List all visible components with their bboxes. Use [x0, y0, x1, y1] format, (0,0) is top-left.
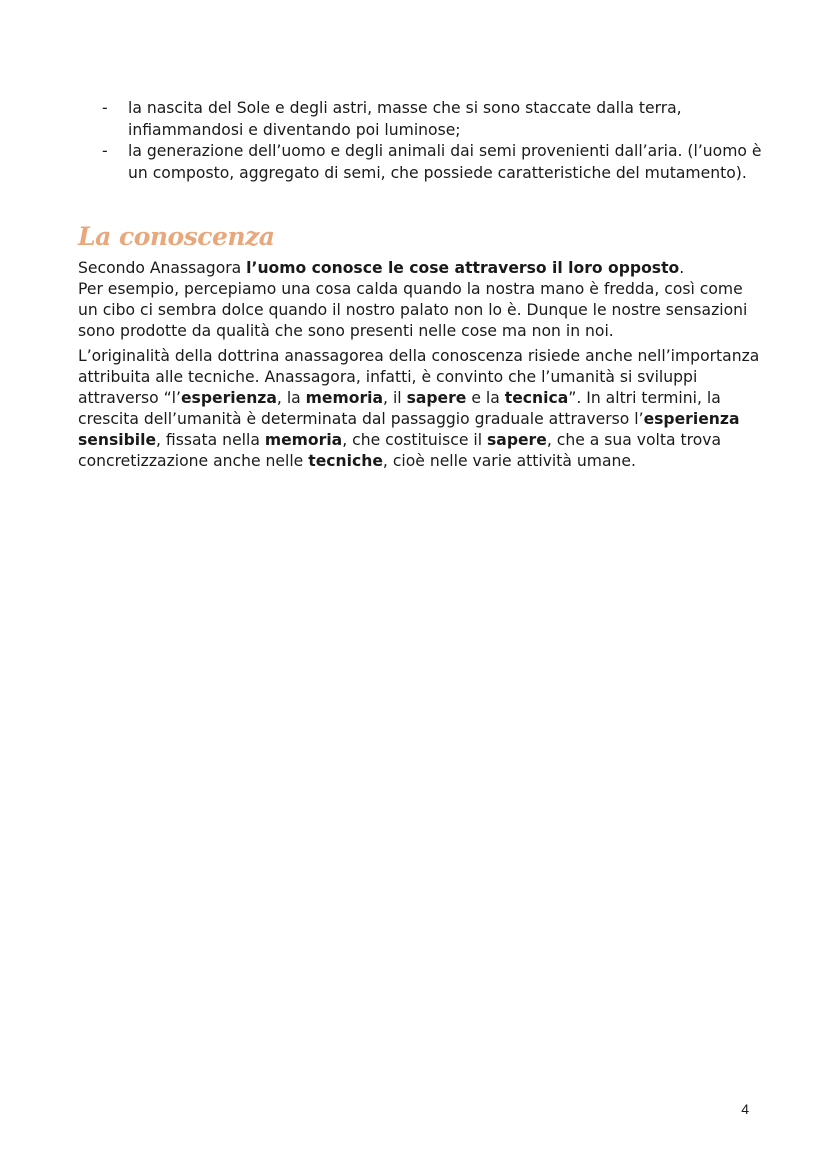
bullet-dash: - — [102, 99, 108, 117]
paragraph-text: Per esempio, percepiamo una cosa calda quando la nostra mano è fredda, così come un cibo ci sembra dolce quando il nostro palato non lo è. Dunque le nostre sensazioni sono prodotte da qualità che sono presenti nelle cose ma non in noi. — [78, 280, 748, 340]
list-item-text: la nascita del Sole e degli astri, masse che si sono staccate dalla terra, infiammandosi e diventando poi luminose; — [128, 99, 682, 139]
paragraph-text: L’originalità della dottrina anassagorea della conoscenza risiede anche nell’importanza attribuita alle tecniche. Anassagora, infatti, è convinto che l’umanità si sviluppi attraverso “l’ — [78, 347, 760, 407]
paragraph-text: , che a sua volta trova concretizzazione anche nelle — [78, 431, 722, 470]
page-number: 4 — [741, 1101, 749, 1117]
emphasis-text: l’uomo conosce le cose attraverso il loro opposto — [246, 259, 680, 277]
bullet-list — [102, 98, 762, 184]
emphasis-text: memoria — [264, 431, 343, 449]
bullet-dash: - — [102, 142, 108, 160]
paragraph-text: , il — [383, 389, 407, 407]
paragraph-text: e la — [466, 389, 505, 407]
emphasis-text: sapere — [487, 431, 547, 449]
paragraph-text: , cioè nelle varie attività umane. — [382, 452, 636, 470]
emphasis-text: sapere — [406, 389, 467, 407]
paragraph-text: . — [679, 259, 685, 277]
paragraph-text: Secondo Anassagora — [78, 259, 247, 277]
paragraph-knowledge-opposite — [78, 258, 764, 342]
list-item — [102, 141, 762, 184]
section-heading: La conoscenza — [78, 222, 275, 251]
emphasis-text: esperienza sensibile — [78, 410, 740, 449]
emphasis-text: memoria — [305, 389, 384, 407]
list-item-text: la generazione dell’uomo e degli animali dai semi provenienti dall’aria. (l’uomo è un composto, aggregato di semi, che possiede caratteristiche del mutamento). — [128, 142, 762, 182]
list-item — [102, 98, 762, 141]
paragraph-text: ”. In altri termini, la crescita dell’umanità è determinata dal passaggio graduale attraverso l’ — [78, 389, 721, 428]
emphasis-text: esperienza — [180, 389, 277, 407]
emphasis-text: tecnica — [504, 389, 569, 407]
paragraph-text: , fissata nella — [156, 431, 265, 449]
paragraph-text: , la — [276, 389, 306, 407]
paragraph-text: , che costituisce il — [342, 431, 488, 449]
paragraph-techniques — [78, 346, 764, 472]
emphasis-text: tecniche — [308, 452, 383, 470]
